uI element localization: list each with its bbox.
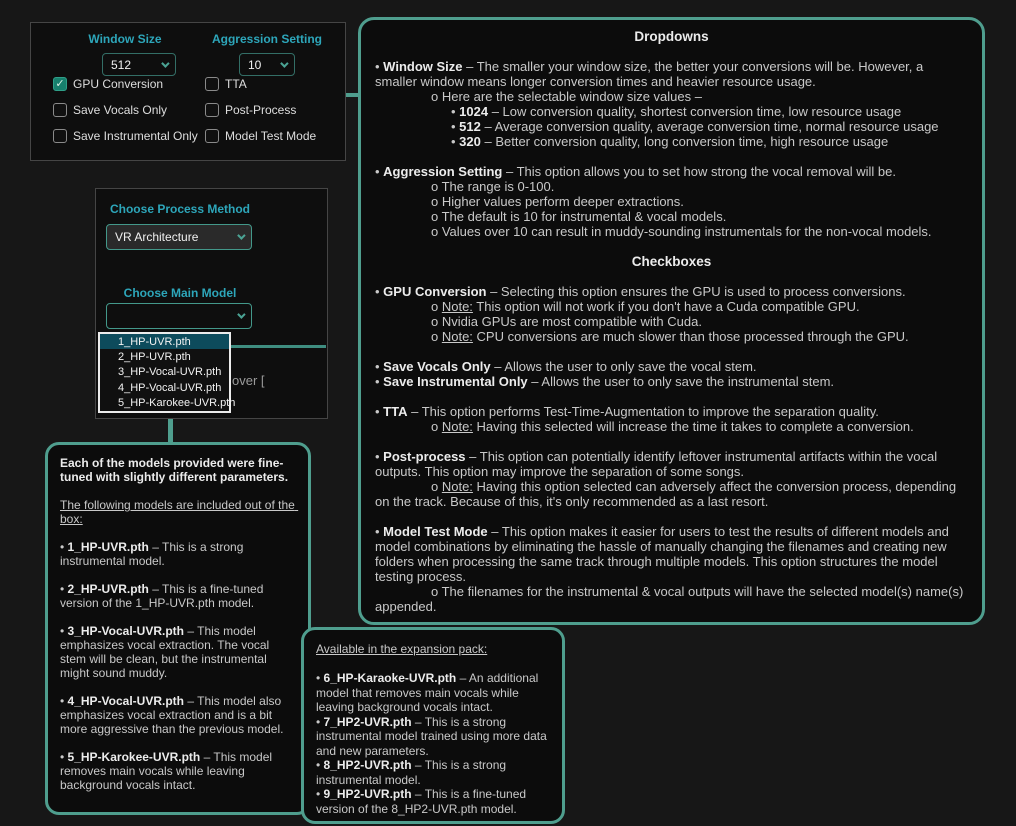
line-text: o Values over 10 can result in muddy-sounding instrumentals for the non-vocal models. [431, 224, 932, 239]
line-text: – This is a strong instrumental model. [60, 540, 247, 568]
line-text: This option will not work if you don't have a Cuda compatible GPU. [472, 299, 860, 314]
line-bullet: • [375, 164, 384, 179]
checkbox-label: Model Test Mode [225, 129, 317, 143]
line-underlined: Note: [441, 479, 473, 494]
doc-line [375, 164, 968, 179]
doc-line [316, 642, 550, 657]
checkbox-row [205, 129, 316, 143]
checkbox[interactable] [53, 103, 67, 117]
model-listbox [98, 332, 236, 413]
doc-line [375, 119, 968, 134]
line-text: o Here are the selectable window size values – [431, 89, 702, 104]
checkbox-label: TTA [225, 77, 247, 91]
line-text: – Selecting this option ensures the GPU is used to process conversions. [486, 284, 906, 299]
doc-line [375, 44, 968, 59]
line-text: – The smaller your window size, the better your conversions will be. However, a smaller window means longer conversion times and heavier resource usage. [375, 59, 927, 89]
dropdowns-checkboxes-doc-panel [358, 17, 985, 625]
line-text: – This option makes it easier for users to test the results of different models and model combinations by eliminating the hassle of manually changing the filenames and creating new folders when processing the same track through multiple models. This option structures the model testing process. [375, 524, 953, 584]
line-lead: GPU Conversion [383, 284, 487, 299]
model-option[interactable] [100, 365, 229, 380]
line-bullet: • [60, 624, 68, 638]
settings-panel [30, 22, 346, 161]
checkbox-label: Post-Process [225, 103, 297, 117]
line-text: – This option allows you to set how strong the vocal removal will be. [502, 164, 896, 179]
line-text: o Higher values perform deeper extractions. [431, 194, 684, 209]
line-lead: Window Size [383, 59, 463, 74]
line-bullet: • [60, 750, 68, 764]
doc-line [375, 299, 968, 314]
doc-line [375, 104, 968, 119]
line-text: – This is a strong instrumental model trained using more data and new parameters. [316, 714, 551, 758]
doc-line [316, 715, 550, 759]
line-bullet: • [375, 359, 384, 374]
line-bullet: • [316, 714, 324, 729]
doc-line [375, 359, 968, 374]
window-size-label: Window Size [88, 32, 162, 46]
line-underlined: Note: [441, 329, 473, 344]
line-text: – This model removes main vocals while leaving background vocals intact. [60, 750, 276, 792]
line-underlined: Note: [441, 299, 473, 314]
doc-line [316, 657, 550, 672]
line-lead: 6_HP-Karaoke-UVR.pth [323, 671, 457, 685]
doc-line [375, 509, 968, 524]
model-option-label: 5_HP-Karokee-UVR.pth [118, 397, 236, 410]
checkbox[interactable] [205, 129, 219, 143]
checkbox[interactable] [205, 103, 219, 117]
doc-line [316, 787, 550, 816]
doc-line [375, 584, 968, 614]
occluded-text-fragment: over [ [232, 373, 265, 388]
line-bullet: • [451, 104, 460, 119]
chevron-down-icon [237, 310, 245, 318]
aggression-setting-dropdown[interactable] [239, 53, 295, 76]
checkbox-row [205, 103, 316, 117]
line-text: CPU conversions are much slower than those processed through the GPU. [472, 329, 909, 344]
doc-line [375, 254, 968, 269]
line-lead: 320 [459, 134, 481, 149]
line-bullet: • [316, 758, 324, 772]
expansion-pack-doc-panel [301, 627, 565, 824]
doc-line [375, 329, 968, 344]
line-lead: Save Instrumental Only [383, 374, 528, 389]
model-option-label: 4_HP-Vocal-UVR.pth [118, 381, 222, 394]
doc-line [375, 179, 968, 194]
line-lead: Each of the models provided were fine-tuned with slightly different parameters. [60, 456, 289, 484]
line-lead: 2_HP-UVR.pth [67, 582, 149, 596]
line-text: – This model emphasizes vocal extraction. The vocal stem will be clean, but the instrumental might sound muddy. [60, 624, 273, 680]
doc-line [60, 456, 296, 484]
choose-main-model-label: Choose Main Model [123, 286, 237, 300]
doc-line [375, 29, 968, 44]
doc-line [60, 680, 296, 694]
line-lead: 5_HP-Karokee-UVR.pth [67, 750, 201, 764]
line-lead: Dropdowns [634, 29, 709, 44]
doc-line [60, 484, 296, 498]
line-lead: 1024 [459, 104, 489, 119]
doc-line [375, 434, 968, 449]
line-bullet: • [60, 582, 68, 596]
doc-line [375, 374, 968, 389]
doc-line [375, 314, 968, 329]
line-text: – This option performs Test-Time-Augmentation to improve the separation quality. [407, 404, 879, 419]
line-bullet: • [316, 671, 324, 685]
model-option[interactable] [100, 380, 229, 395]
line-bullet: • [375, 404, 384, 419]
line-underlined: Note: [441, 419, 473, 434]
checkbox[interactable] [53, 77, 67, 91]
model-option-label: 2_HP-UVR.pth [118, 351, 191, 364]
line-text: o The filenames for the instrumental & vocal outputs will have the selected model(s) name(s) appended. [375, 584, 967, 614]
doc-line [375, 449, 968, 479]
doc-line [316, 758, 550, 787]
choose-process-method-label: Choose Process Method [109, 202, 251, 216]
line-lead: Checkboxes [631, 254, 712, 269]
checkbox[interactable] [53, 129, 67, 143]
doc-line [375, 389, 968, 404]
dropdown-value: 10 [248, 57, 262, 72]
line-bullet: • [375, 524, 384, 539]
line-bullet: o [431, 299, 442, 314]
process-method-panel [95, 188, 328, 419]
line-lead: 512 [459, 119, 481, 134]
dropdown-value: VR Architecture [115, 230, 199, 244]
doc-line [375, 404, 968, 419]
doc-line [60, 526, 296, 540]
doc-text [60, 456, 299, 792]
line-bullet: • [451, 134, 460, 149]
connector-line-vertical [168, 418, 173, 444]
doc-line [375, 239, 968, 254]
doc-line [60, 568, 296, 582]
line-lead: 4_HP-Vocal-UVR.pth [67, 694, 185, 708]
doc-line [375, 89, 968, 104]
doc-line [375, 134, 968, 149]
line-bullet: o [431, 329, 442, 344]
doc-line [375, 59, 968, 89]
line-lead: 7_HP2-UVR.pth [323, 714, 412, 729]
line-text: – Low conversion quality, shortest conversion time, low resource usage [488, 104, 902, 119]
doc-line [60, 624, 296, 680]
chevron-down-icon [237, 231, 245, 239]
line-bullet: • [60, 540, 68, 554]
line-text: – This is a fine-tuned version of the 1_HP-UVR.pth model. [60, 582, 267, 610]
model-option[interactable] [100, 349, 229, 364]
line-text: – This is a fine-tuned version of the 8_HP2-UVR.pth model. [316, 787, 530, 816]
line-bullet: • [375, 284, 384, 299]
line-text: Having this option selected can adversely affect the conversion process, depending on the track. Because of this, it's only recommended as a last resort. [375, 479, 960, 509]
doc-line [60, 736, 296, 750]
checkbox-row [53, 77, 198, 91]
checkbox-label: GPU Conversion [73, 77, 164, 91]
doc-line [375, 419, 968, 434]
main-model-dropdown[interactable] [106, 303, 252, 329]
line-text: – Allows the user to only save the vocal stem. [490, 359, 757, 374]
line-text: – This is a strong instrumental model. [316, 758, 510, 787]
line-bullet: o [431, 479, 442, 494]
model-option[interactable] [100, 334, 229, 349]
doc-line [60, 694, 296, 736]
dropdown-value: 512 [111, 57, 132, 72]
line-lead: 8_HP2-UVR.pth [323, 758, 412, 772]
doc-line [375, 344, 968, 359]
doc-line [375, 479, 968, 509]
process-method-dropdown[interactable] [106, 224, 252, 250]
doc-line [60, 498, 299, 526]
line-text: – Average conversion quality, average conversion time, normal resource usage [480, 119, 939, 134]
window-size-dropdown[interactable] [102, 53, 176, 76]
doc-line [375, 194, 968, 209]
line-text: o Nvidia GPUs are most compatible with Cuda. [431, 314, 702, 329]
doc-line [375, 149, 968, 164]
line-underlined: Available in the expansion pack: [316, 642, 488, 656]
doc-text [375, 29, 968, 614]
line-bullet: • [375, 449, 384, 464]
line-lead: Post-process [383, 449, 466, 464]
line-underlined: The following models are included out of the box: [60, 498, 299, 526]
doc-line [375, 284, 968, 299]
line-text: – Better conversion quality, long conversion time, high resource usage [480, 134, 889, 149]
line-bullet: o [431, 419, 442, 434]
line-bullet: • [375, 59, 384, 74]
checkmark-icon: ✓ [55, 77, 65, 90]
line-lead: TTA [383, 404, 408, 419]
model-option-label: 3_HP-Vocal-UVR.pth [118, 366, 222, 379]
model-option[interactable] [100, 396, 236, 411]
line-text: – An additional model that removes main vocals while leaving background vocals intact. [316, 671, 542, 714]
chevron-down-icon [161, 59, 169, 67]
doc-line [375, 209, 968, 224]
checkbox-row [53, 103, 198, 117]
doc-line [60, 610, 296, 624]
line-bullet: • [451, 119, 460, 134]
doc-line [60, 540, 296, 568]
checkbox-row [205, 77, 316, 91]
checkbox-label: Save Vocals Only [73, 103, 168, 117]
doc-line [375, 524, 968, 584]
line-text: – Allows the user to only save the instrumental stem. [527, 374, 835, 389]
line-bullet: • [60, 694, 68, 708]
included-models-doc-panel [45, 442, 311, 815]
doc-line [375, 269, 968, 284]
doc-line [316, 671, 550, 715]
line-text: o The range is 0-100. [431, 179, 555, 194]
doc-line [60, 750, 296, 792]
line-text: – This model also emphasizes vocal extraction and is a bit more aggressive than the previous model. [60, 694, 285, 736]
line-lead: 9_HP2-UVR.pth [323, 787, 412, 801]
line-lead: 1_HP-UVR.pth [67, 540, 149, 554]
model-option-label: 1_HP-UVR.pth [118, 335, 191, 348]
hidden-element-edge [229, 345, 326, 348]
line-text: – This option can potentially identify leftover instrumental artifacts within the vocal outputs. This option may improve the separation of some songs. [375, 449, 941, 479]
line-bullet: • [375, 374, 384, 389]
checkbox[interactable] [205, 77, 219, 91]
checkbox-row [53, 129, 198, 143]
line-lead: Model Test Mode [383, 524, 488, 539]
line-lead: Save Vocals Only [383, 359, 491, 374]
chevron-down-icon [280, 59, 288, 67]
line-text: Having this selected will increase the time it takes to complete a conversion. [472, 419, 914, 434]
checkbox-label: Save Instrumental Only [73, 129, 198, 143]
doc-line [60, 582, 296, 610]
doc-text [316, 642, 550, 816]
line-bullet: • [316, 787, 324, 801]
doc-line [375, 224, 968, 239]
line-lead: 3_HP-Vocal-UVR.pth [67, 624, 185, 638]
line-lead: Aggression Setting [383, 164, 503, 179]
aggression-setting-label: Aggression Setting [211, 32, 322, 46]
line-text: o The default is 10 for instrumental & vocal models. [431, 209, 727, 224]
